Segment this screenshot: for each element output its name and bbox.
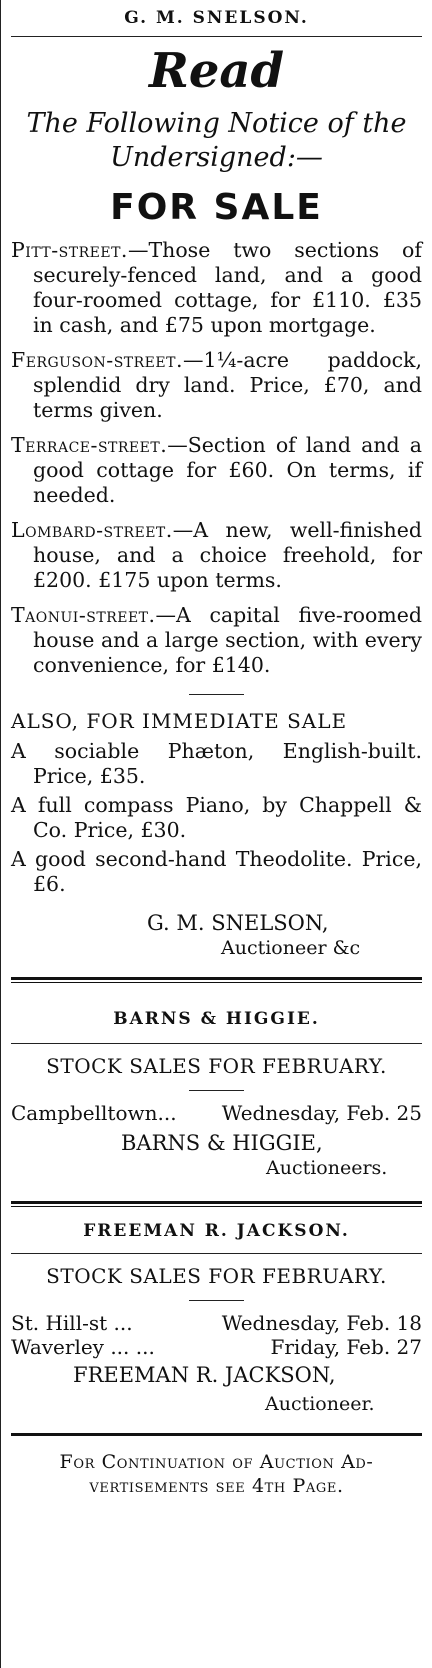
- sale-item: A sociable Phæton, English-built. Price, £35.: [11, 738, 422, 788]
- sale-item: A good second-hand Theodolite. Price, £6.: [11, 846, 422, 896]
- jackson-sale-row: [11, 1311, 422, 1335]
- section-divider: [11, 1433, 422, 1436]
- snelson-header: G. M. SNELSON.: [124, 8, 309, 28]
- sale-date: Wednesday, Feb. 18: [221, 1310, 422, 1335]
- snelson-signature: G. M. SNELSON,: [147, 910, 329, 935]
- jackson-signature-title: Auctioneer.: [265, 1392, 375, 1415]
- section-divider: [11, 977, 422, 983]
- continuation-footer: [11, 1450, 422, 1498]
- jackson-heading: STOCK SALES FOR FEBRUARY.: [46, 1263, 387, 1288]
- listing-text: —1¼-acre paddock, splendid dry land. Price, £70, and terms given.: [33, 347, 422, 422]
- listing-item: [11, 603, 422, 678]
- for-sale-heading: FOR SALE: [110, 186, 323, 228]
- footer-line-2: vertisements see 4th Page.: [89, 1474, 344, 1497]
- short-divider: [189, 1300, 244, 1301]
- barns-signature-title: Auctioneers.: [266, 1156, 388, 1179]
- listing-street: Ferguson-street.: [11, 347, 183, 372]
- listing-text: —A new, well-finished house, and a choice freehold, for £200. £175 upon terms.: [33, 517, 422, 592]
- read-heading: Read: [148, 43, 285, 99]
- listing-street: Terrace-street.: [11, 432, 168, 457]
- sale-place: Campbelltown...: [11, 1100, 177, 1125]
- footer-line-1: For Continuation of Auction Ad-: [59, 1450, 374, 1473]
- notice-line-2: Undersigned:—: [110, 141, 323, 173]
- barns-heading: STOCK SALES FOR FEBRUARY.: [46, 1053, 387, 1078]
- listing-street: Pitt-street.: [11, 237, 128, 262]
- snelson-advert: [11, 0, 422, 959]
- barns-signature: BARNS & HIGGIE,: [121, 1130, 323, 1155]
- listings: [11, 238, 422, 678]
- snelson-signature-title: Auctioneer &c: [221, 936, 361, 959]
- listing-street: Taonui-street.: [11, 602, 156, 627]
- listing-item: [11, 518, 422, 593]
- barns-sale-row: [11, 1101, 422, 1125]
- notice-line-1: The Following Notice of the: [26, 108, 407, 139]
- listing-text: —Those two sections of securely-fenced land, and a good four-roomed cottage, for £110. £35 in cash, and £75 upon mortgage.: [33, 237, 422, 337]
- section-divider: [11, 1201, 422, 1207]
- short-divider: [189, 694, 244, 695]
- jackson-signature: FREEMAN R. JACKSON,: [73, 1362, 336, 1387]
- divider: [11, 1253, 422, 1254]
- jackson-sale-row: [11, 1335, 422, 1359]
- divider: [11, 36, 422, 37]
- sale-date: Wednesday, Feb. 25: [221, 1100, 422, 1125]
- also-heading: ALSO, FOR IMMEDIATE SALE: [11, 708, 348, 733]
- listing-street: Lombard-street.: [11, 517, 173, 542]
- sale-item: A full compass Piano, by Chappell & Co. Price, £30.: [11, 792, 422, 842]
- listing-text: —Section of land and a good cottage for £60. On terms, if needed.: [33, 432, 422, 507]
- listing-item: [11, 348, 422, 423]
- sale-place: St. Hill-st ...: [11, 1310, 133, 1335]
- items-list: [11, 739, 422, 897]
- divider: [11, 1043, 422, 1044]
- jackson-advert: [11, 1221, 422, 1415]
- listing-item: [11, 238, 422, 338]
- jackson-header: FREEMAN R. JACKSON.: [83, 1220, 350, 1241]
- listing-text: —A capital five-roomed house and a large section, with every convenience, for £140.: [33, 602, 422, 677]
- sale-date: Friday, Feb. 27: [270, 1334, 422, 1359]
- barns-header: BARNS & HIGGIE.: [113, 1008, 320, 1029]
- sale-place: Waverley ... ...: [11, 1334, 155, 1359]
- short-divider: [189, 1090, 244, 1091]
- listing-item: [11, 433, 422, 508]
- barns-advert: [11, 1009, 422, 1179]
